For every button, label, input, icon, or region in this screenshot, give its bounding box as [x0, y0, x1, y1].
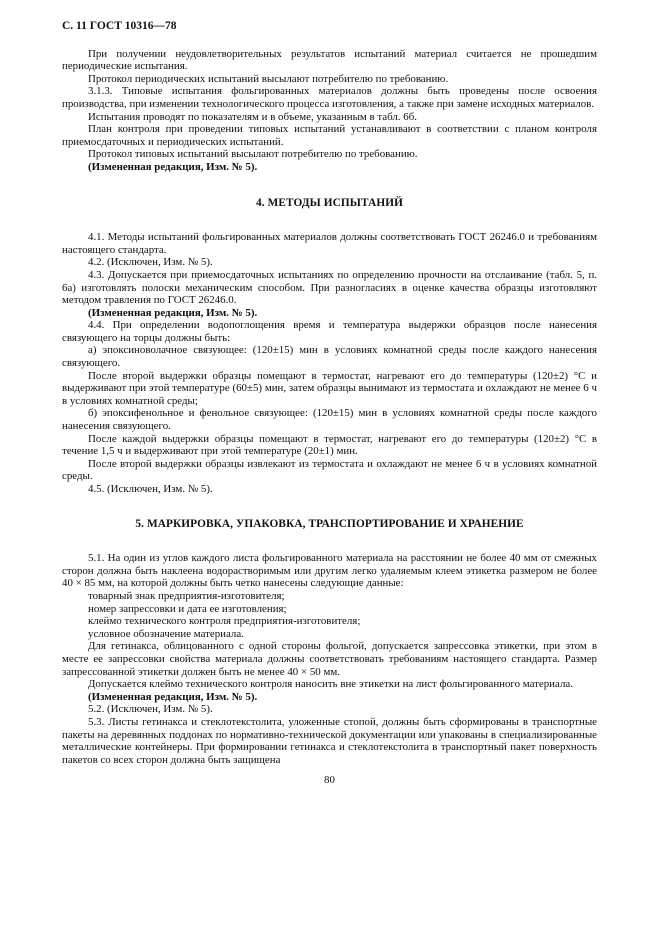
list-item: товарный знак предприятия-изготовителя; — [88, 589, 285, 602]
paragraph: После второй выдержки образцы помещают в термостат, нагревают его до температуры (120±2) °С и выдерживают при этой температуре (60±5) мин, затем образцы вынимают из термостата и охлаждают не менее 6 ч в условиях комнатной среды; — [62, 369, 597, 407]
paragraph: 4.5. (Исключен, Изм. № 5). — [88, 483, 213, 495]
paragraph: После каждой выдержки образцы помещают в термостат, нагревают его до температуры (120±2) °С в течение 1,5 ч и выдерживают при этой температуре (20±1) мин. — [62, 432, 597, 458]
page-header: С. 11 ГОСТ 10316—78 — [62, 20, 177, 32]
amendment-note: (Измененная редакция, Изм. № 5). — [88, 160, 258, 173]
paragraph: При получении неудовлетворительных результатов испытаний материал считается не прошедшим периодические испытания. — [62, 47, 597, 73]
list-item: клеймо технического контроля предприятия-изготовителя; — [88, 615, 361, 628]
paragraph: 3.1.3. Типовые испытания фольгированных материалов должны быть проведены после освоения производства, при изменении технологического процесса изготовления, а также при замене исходных материалов. — [62, 85, 597, 110]
list-item: номер запрессовки и дата ее изготовления; — [88, 602, 287, 615]
paragraph: 4.2. (Исключен, Изм. № 5). — [88, 256, 213, 269]
paragraph: Допускается клеймо технического контроля наносить вне этикетки на лист фольгированного материала. — [88, 678, 573, 691]
paragraph: Протокол периодических испытаний высылают потребителю по требованию. — [88, 72, 449, 85]
paragraph: 5.2. (Исключен, Изм. № 5). — [88, 703, 213, 716]
paragraph: 4.3. Допускается при приемосдаточных испытаниях по определению прочности на отслаивание (табл. 5, п. 6а) изготовлять полоски механическим способом. При разногласиях в оценке качества образцы изготовляют методом травления по ГОСТ 26246.0. — [62, 268, 597, 307]
section-heading: 5. МАРКИРОВКА, УПАКОВКА, ТРАНСПОРТИРОВАНИЕ И ХРАНЕНИЕ — [135, 517, 524, 530]
paragraph: Испытания проводят по показателям и в объеме, указанным в табл. 6б. — [88, 110, 417, 123]
paragraph: План контроля при проведении типовых испытаний устанавливают в соответствии с планом контроля приемосдаточных и периодических испытаний. — [62, 123, 597, 148]
paragraph: б) эпоксифенольное и фенольное связующее: (120±15) мин в условиях комнатной среды после каждого нанесения связующего. — [62, 407, 597, 433]
paragraph: 5.1. На один из углов каждого листа фольгированного материала на расстоянии не более 40 мм от смежных сторон должна быть наклеена водорастворимым или другим легко удаляемым клеем этикетка размером не более 40 × 85 мм, на которой должны быть четко нанесены следующие данные: — [62, 552, 597, 590]
page-number: 80 — [324, 774, 335, 787]
paragraph: а) эпоксиноволачное связующее: (120±15) мин в условиях комнатной среды после каждого нанесения связующего. — [62, 344, 597, 370]
amendment-note: (Измененная редакция, Изм. № 5). — [88, 690, 258, 703]
paragraph: 4.4. При определении водопоглощения время и температура выдержки образцов после нанесения связующего на торцы должны быть: — [62, 319, 597, 344]
paragraph: Для гетинакса, облицованного с одной стороны фольгой, допускается запрессовка этикетки, при этом в месте ее запрессовки свойства материала должны соответствовать требованиям настоящего стандарта. Размер запрессованной этикетки должен быть не менее 40 × 50 мм. — [62, 640, 597, 678]
paragraph: 5.3. Листы гетинакса и стеклотекстолита, уложенные стопой, должны быть сформированы в транспортные пакеты на деревянных поддонах по нормативно-технической документации или упакованы в специализированные металлические контейнеры. При формировании гетинакса и стеклотекстолита в транспортный пакет поверхность пакетов со всех сторон должна быть защищена — [62, 715, 597, 766]
paragraph: 4.1. Методы испытаний фольгированных материалов должны соответствовать ГОСТ 26246.0 и требованиям настоящего стандарта. — [62, 231, 597, 256]
section-heading: 4. МЕТОДЫ ИСПЫТАНИЙ — [255, 196, 403, 209]
paragraph: Протокол типовых испытаний высылают потребителю по требованию. — [88, 148, 418, 161]
paragraph: После второй выдержки образцы извлекают из термостата и охлаждают не менее 6 ч в условиях комнатной среды. — [62, 457, 597, 483]
list-item: условное обозначение материала. — [88, 627, 244, 640]
amendment-note: (Измененная редакция, Изм. № 5). — [88, 306, 258, 319]
